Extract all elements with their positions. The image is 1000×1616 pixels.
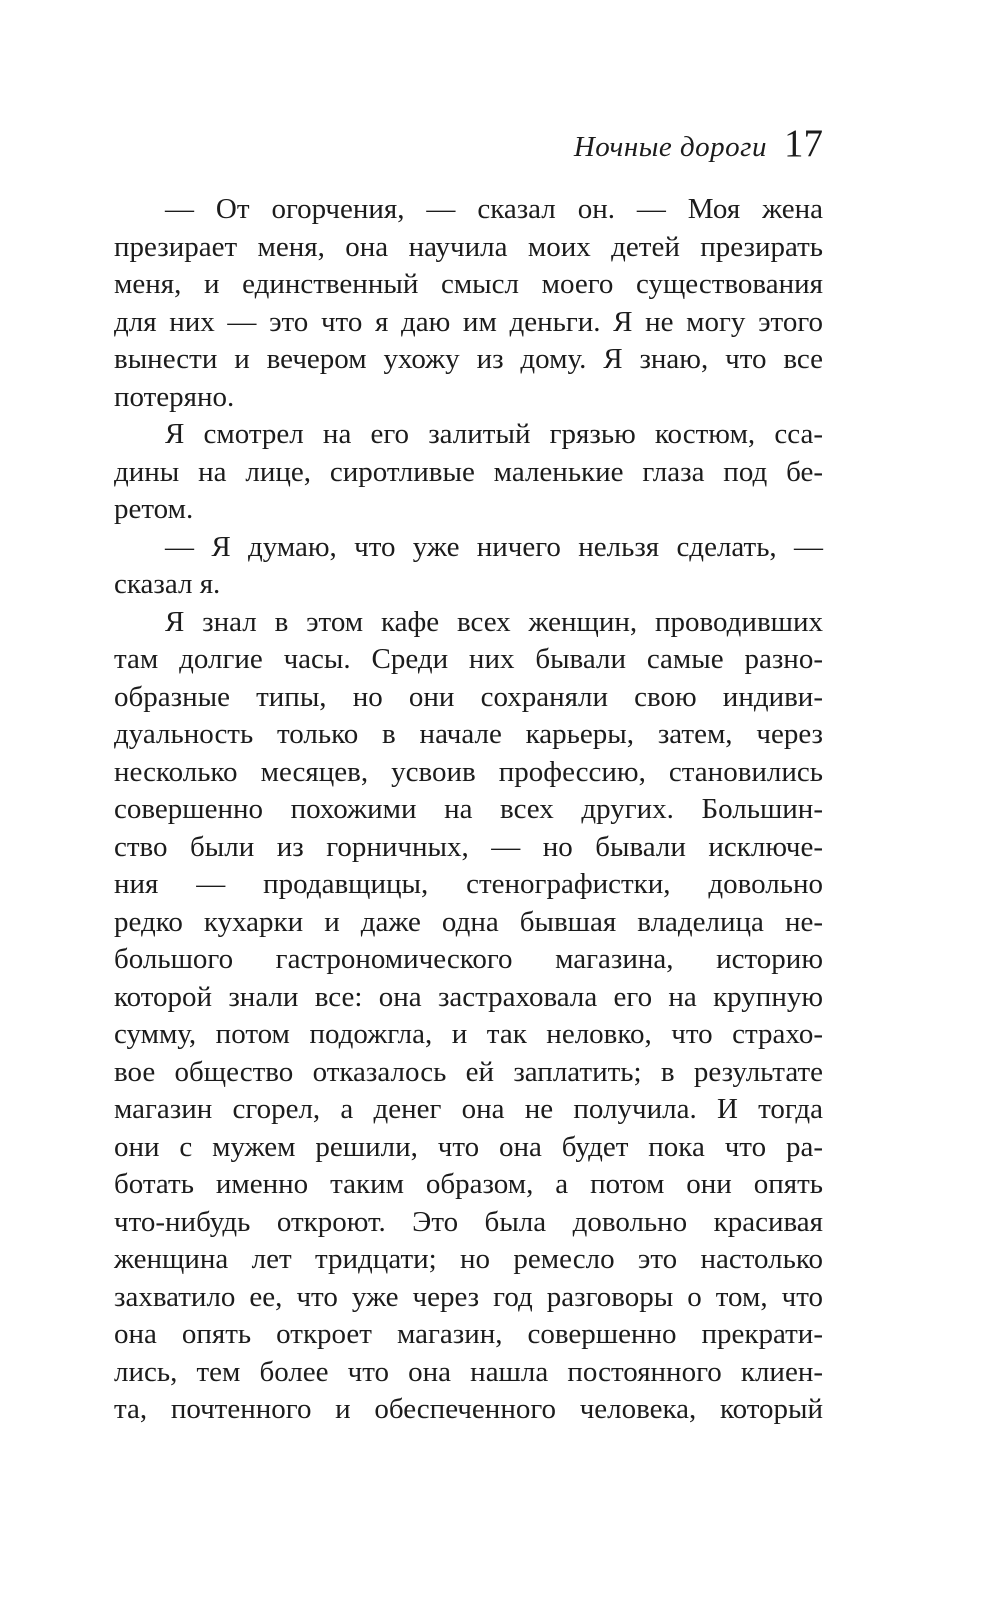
text-line: редко кухарки и даже одна бывшая владелица не-	[114, 905, 823, 938]
text-line: большого гастрономического магазина, историю	[114, 943, 823, 975]
text-line: там долгие часы. Среди них бывали самые разно-	[114, 643, 823, 675]
text-line: вое общество отказалось ей заплатить; в результате	[114, 1055, 823, 1088]
text-line: лись, тем более что она нашла постоянного клиен-	[114, 1355, 823, 1388]
body-text	[114, 191, 823, 1429]
paragraph	[114, 529, 823, 604]
text-line: женщина лет тридцати; но ремесло это настолько	[114, 1243, 823, 1275]
paragraph	[114, 604, 823, 1429]
text-line: вынести и вечером ухожу из дому. Я знаю, что все	[114, 343, 823, 375]
running-title: Ночные дороги	[573, 131, 767, 163]
text-line: сумму, потом подожгла, и так неловко, что страхо-	[114, 1018, 823, 1050]
text-line: дины на лице, сиротливые маленькие глаза под бе-	[114, 455, 823, 488]
text-line: для них — это что я даю им деньги. Я не могу этого	[114, 305, 823, 338]
text-line: презирает меня, она научила моих детей презирать	[114, 230, 823, 263]
text-line: ство были из горничных, — но бывали исключе-	[114, 830, 823, 863]
text-line: Я смотрел на его залитый грязью костюм, сса-	[165, 418, 823, 450]
paragraph	[114, 416, 823, 529]
text-line: которой знали все: она застраховала его на крупную	[114, 980, 823, 1013]
text-line: образные типы, но они сохраняли свою индиви-	[114, 680, 823, 713]
text-line: что-нибудь откроют. Это была довольно красивая	[114, 1205, 823, 1238]
text-line: несколько месяцев, усвоив профессию, становились	[114, 755, 823, 788]
text-line: ретом.	[114, 493, 194, 525]
text-line: та, почтенного и обеспеченного человека, который	[114, 1393, 823, 1425]
text-line: ботать именно таким образом, а потом они опять	[114, 1168, 823, 1200]
running-head	[114, 121, 823, 166]
text-line: ния — продавщицы, стенографистки, довольно	[114, 868, 823, 900]
text-line: они с мужем решили, что она будет пока что ра-	[114, 1130, 823, 1163]
page-number: 17	[784, 122, 823, 165]
paragraph	[114, 191, 823, 416]
text-line: сказал я.	[114, 568, 221, 600]
text-line: — Я думаю, что уже ничего нельзя сделать, —	[165, 530, 823, 563]
text-line: Я знал в этом кафе всех женщин, проводивших	[165, 605, 823, 638]
text-line: меня, и единственный смысл моего существования	[114, 268, 823, 300]
text-line: захватило ее, что уже через год разговоры о том, что	[114, 1280, 823, 1313]
text-line: дуальность только в начале карьеры, затем, через	[114, 718, 823, 750]
text-line: потеряно.	[114, 380, 235, 413]
text-line: магазин сгорел, а денег она не получила. И тогда	[114, 1093, 823, 1125]
text-line: — От огорчения, — сказал он. — Моя жена	[165, 193, 823, 225]
text-line: она опять откроет магазин, совершенно прекрати-	[114, 1318, 823, 1350]
text-line: совершенно похожими на всех других. Большин-	[114, 793, 823, 825]
